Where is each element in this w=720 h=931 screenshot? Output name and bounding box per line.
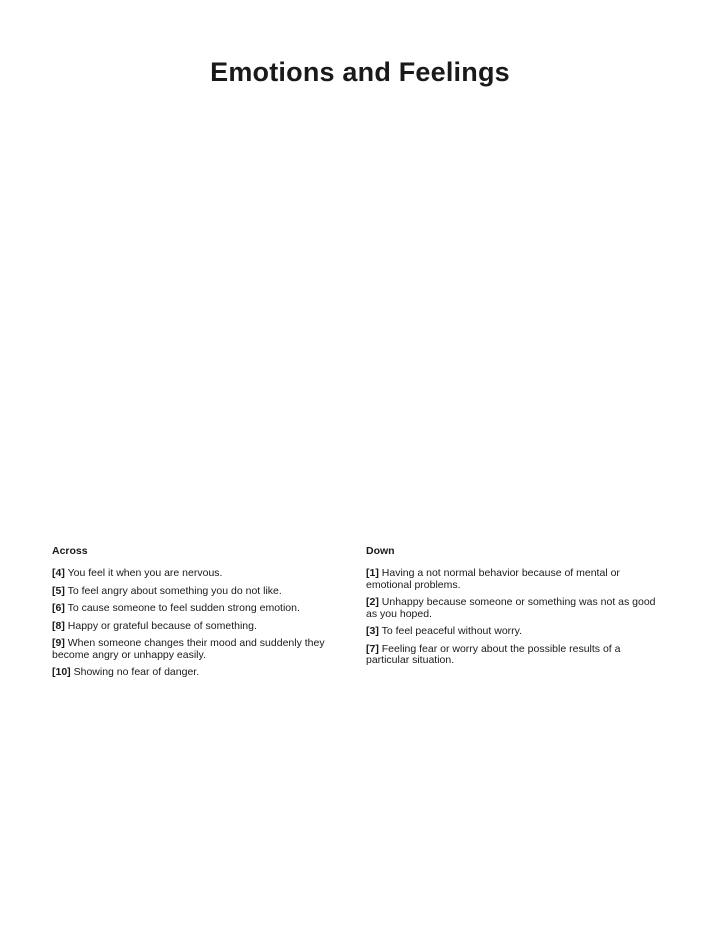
clue-across-10 — [52, 667, 342, 679]
page-title: Emotions and Feelings — [210, 57, 510, 87]
across-clue-list — [52, 568, 342, 679]
clue-text: To cause someone to feel sudden strong emotion. — [67, 602, 300, 614]
clue-number: [5] — [52, 584, 65, 597]
clue-number: [10] — [52, 666, 71, 678]
clue-across-5 — [52, 586, 342, 598]
clue-number: [1] — [366, 567, 379, 579]
clue-down-3 — [366, 626, 666, 638]
clue-down-1 — [366, 568, 666, 591]
clue-number: [6] — [52, 602, 65, 614]
clue-across-8 — [52, 621, 342, 633]
clue-number: [8] — [52, 619, 65, 632]
clue-down-7 — [366, 644, 666, 667]
clue-number: [4] — [52, 567, 65, 579]
clue-across-4 — [52, 568, 342, 580]
clue-text: Feeling fear or worry about the possible results of a particular situation. — [366, 642, 621, 666]
clue-number: [3] — [366, 625, 379, 637]
down-clues — [366, 545, 666, 673]
clue-across-6 — [52, 603, 342, 615]
down-heading: Down — [366, 545, 395, 557]
clue-text: You feel it when you are nervous. — [67, 567, 223, 579]
clue-number: [2] — [366, 596, 379, 608]
clue-text: Showing no fear of danger. — [73, 666, 200, 678]
clue-number: [9] — [52, 637, 65, 649]
across-clues — [52, 545, 342, 685]
down-clue-list — [366, 568, 666, 667]
clue-down-2 — [366, 597, 666, 620]
clue-text: To feel angry about something you do not like. — [67, 584, 282, 597]
across-heading: Across — [52, 545, 88, 557]
clue-text: Happy or grateful because of something. — [67, 619, 257, 632]
clue-number: [7] — [366, 642, 379, 655]
clue-across-9 — [52, 638, 342, 661]
clue-text: Having a not normal behavior because of mental or emotional problems. — [366, 567, 620, 591]
clue-text: When someone changes their mood and suddenly they become angry or unhappy easily. — [52, 637, 325, 661]
clue-text: Unhappy because someone or something was not as good as you hoped. — [366, 596, 656, 620]
clue-text: To feel peaceful without worry. — [381, 625, 523, 637]
